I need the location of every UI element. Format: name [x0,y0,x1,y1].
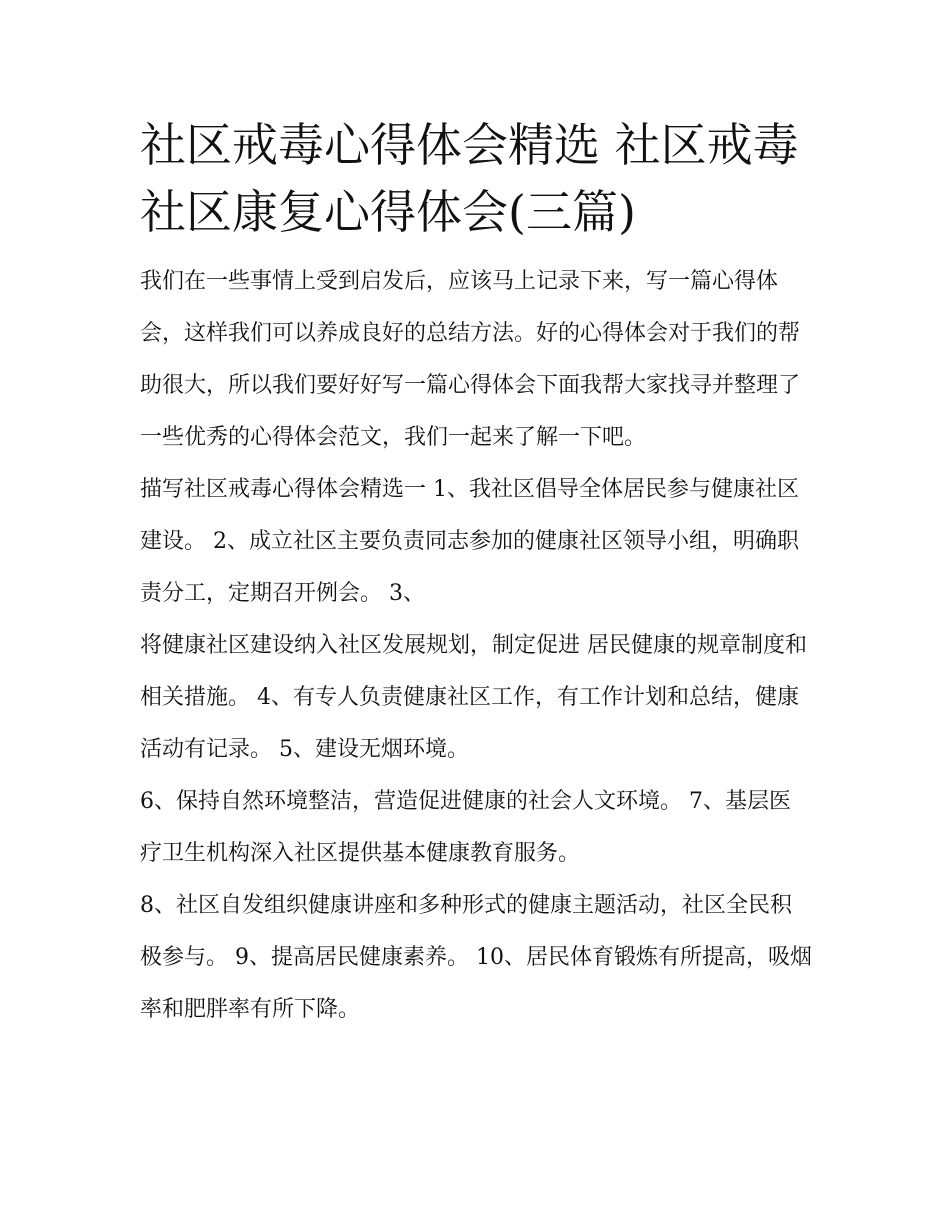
document-title: 社区戒毒心得体会精选 社区戒毒社区康复心得体会(三篇) [140,118,799,239]
document-body [140,256,812,1036]
paragraph-item-8: 8、社区自发组织健康讲座和多种形式的健康主题活动，社区全民积极参与。 9、提高居民健康素养。 10、居民体育锻炼有所提高，吸烟率和肥胖率有所下降。 [140,893,812,1022]
document-page [140,112,812,1036]
paragraph-item-3: 将健康社区建设纳入社区发展规划，制定促进 居民健康的规章制度和相关措施。 4、有专人负责健康社区工作，有工作计划和总结，健康活动有记录。 5、建设无烟环境。 [140,633,807,762]
paragraph-item-1: 描写社区戒毒心得体会精选一 1、我社区倡导全体居民参与健康社区建设。 2、成立社区主要负责同志参加的健康社区领导小组，明确职责分工，定期召开例会。 3、 [140,477,799,606]
paragraph-intro: 我们在一些事情上受到启发后，应该马上记录下来，写一篇心得体会，这样我们可以养成良好的总结方法。好的心得体会对于我们的帮助很大，所以我们要好好写一篇心得体会下面我帮大家找寻并整理了一些优秀的心得体会范文，我们一起来了解一下吧。 [140,269,801,450]
paragraph-item-6: 6、保持自然环境整洁，营造促进健康的社会人文环境。 7、基层医疗卫生机构深入社区提供基本健康教育服务。 [140,789,791,866]
